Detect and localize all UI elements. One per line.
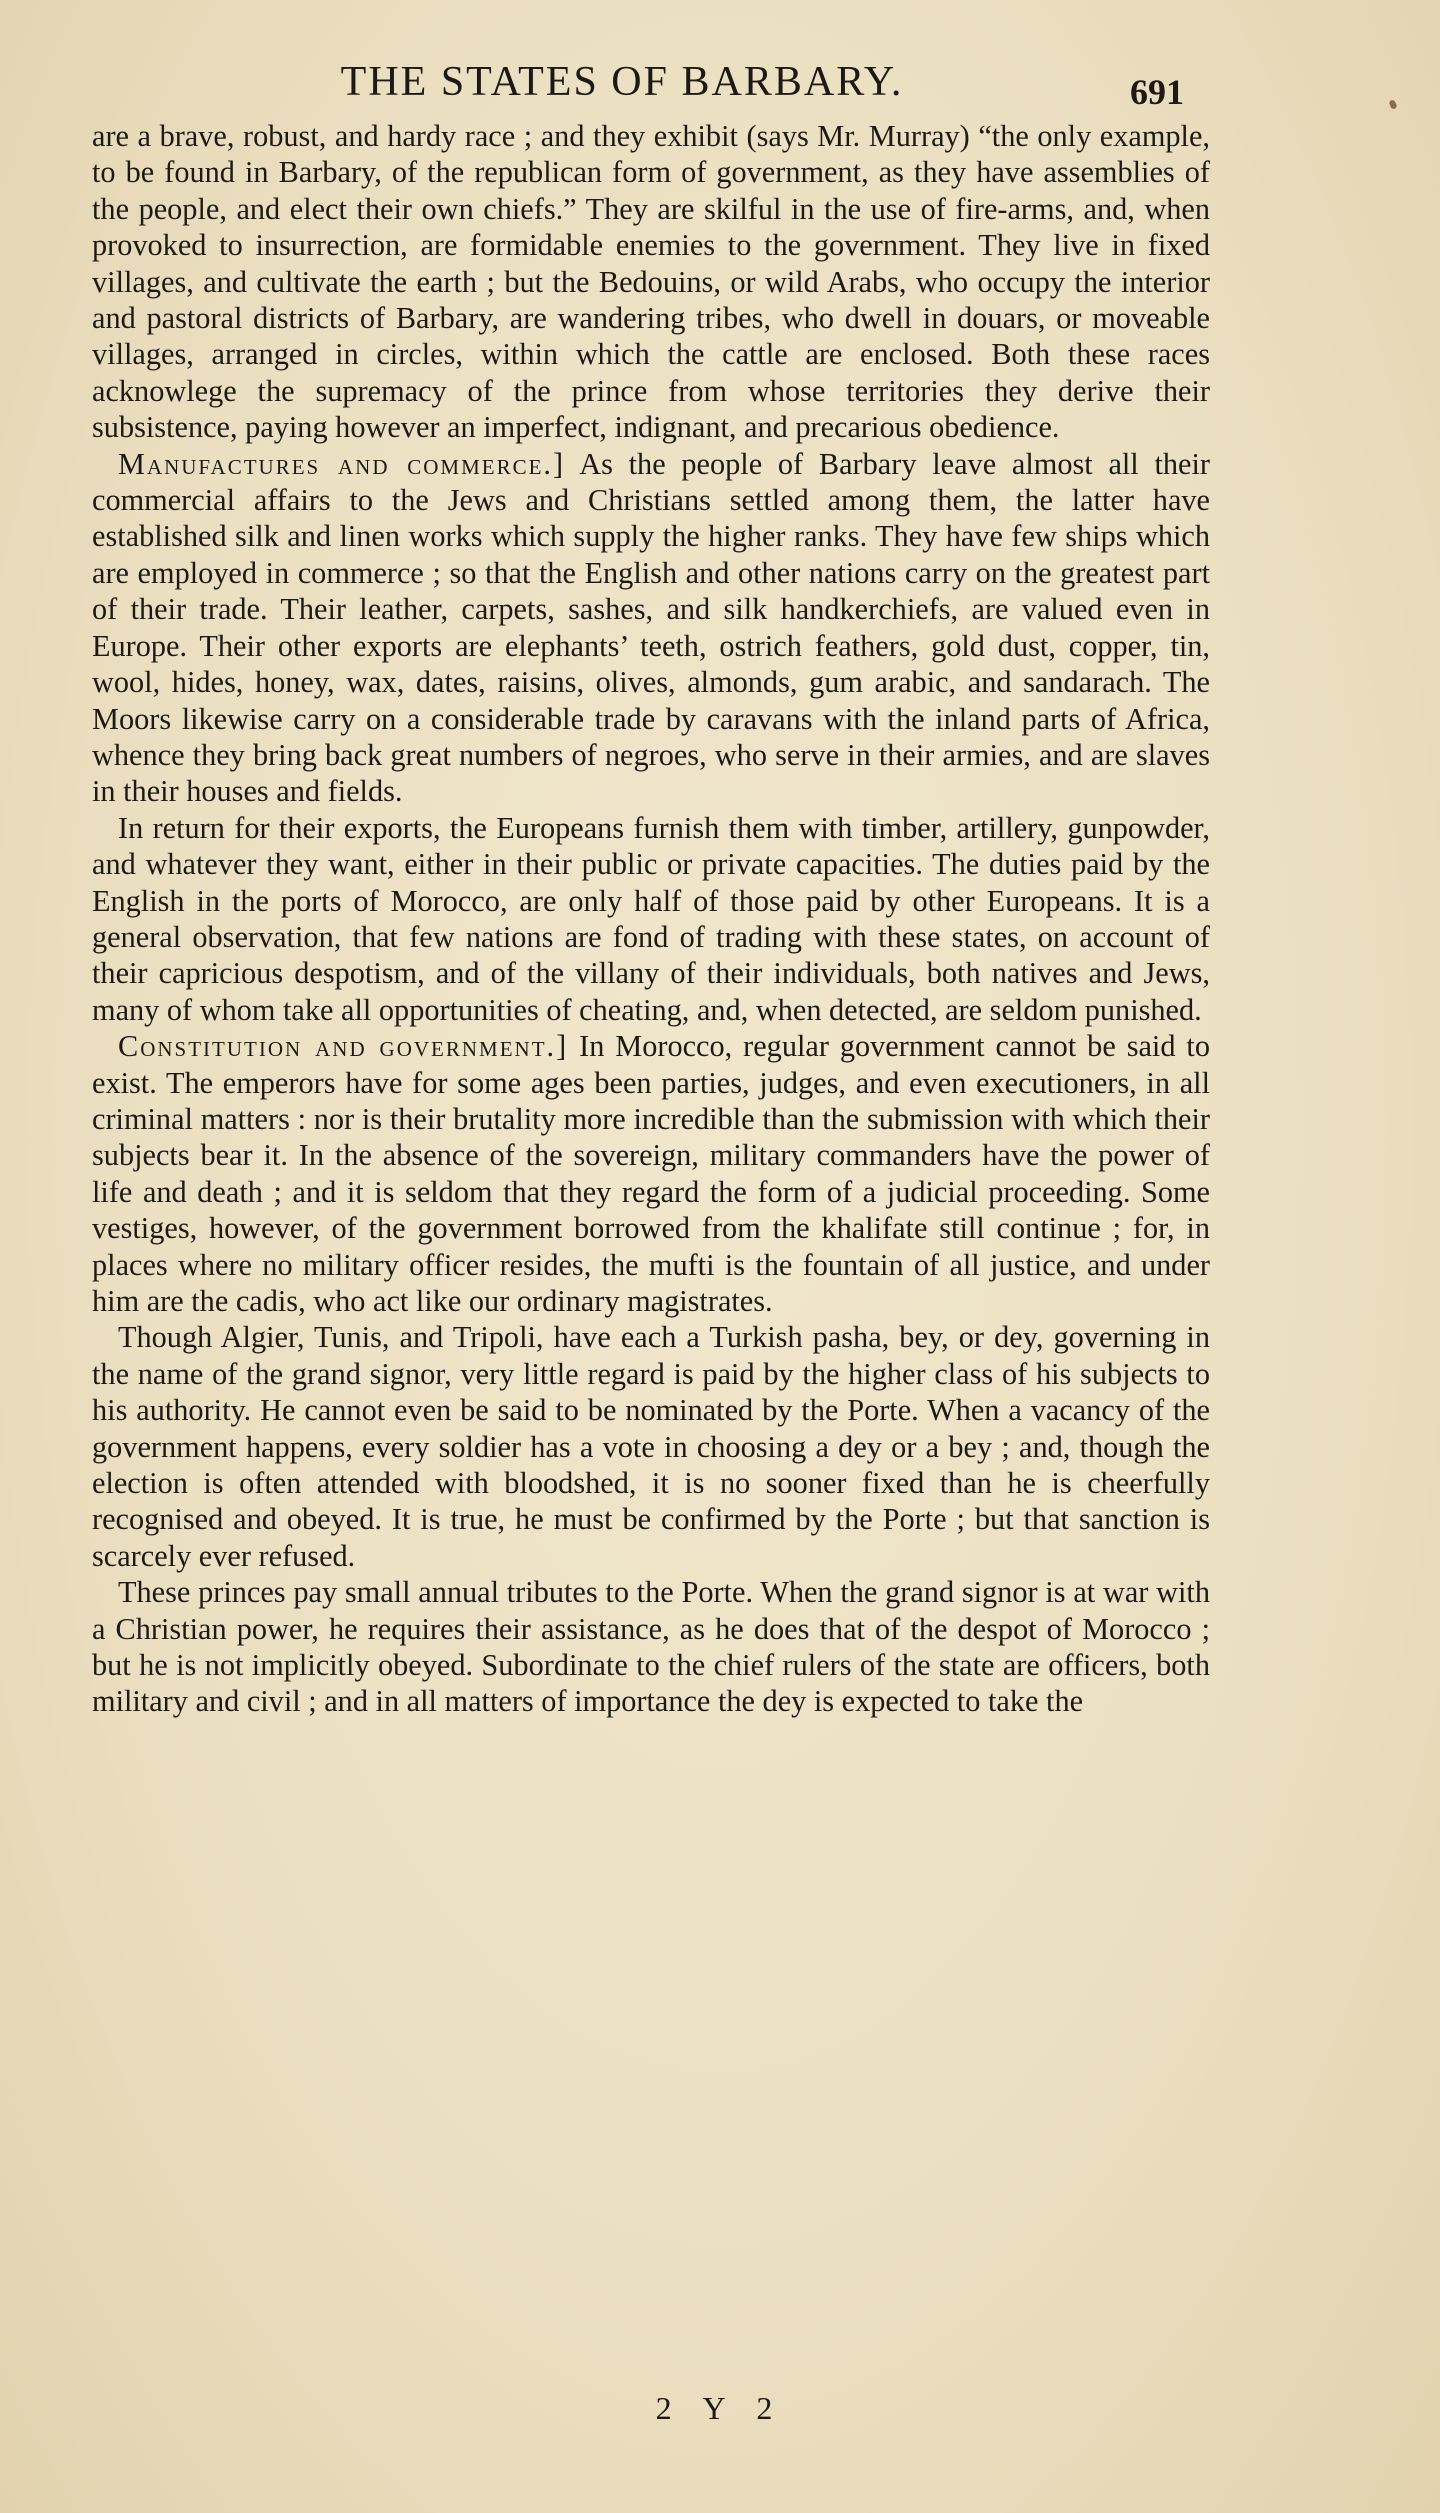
signature-mark: 2 Y 2 bbox=[655, 2390, 785, 2426]
paragraph-2-text: As the people of Barbary leave almost all their commercial affairs to the Jews and Christians settled among them, the latter have established silk and linen works which supply the higher ranks. They have few ships which are employed in commerce ; so that the English and other nations carry on the greatest part of their trade. Their leather, carpets, sashes, and silk handkerchiefs, are valued even in Europe. Their other exports are elephants’ teeth, ostrich feathers, gold dust, copper, tin, wool, hides, honey, wax, dates, raisins, olives, almonds, gum arabic, and sandarach. The Moors likewise carry on a considerable trade by caravans with the inland parts of Africa, whence they bring back great numbers of negroes, who serve in their armies, and are slaves in their houses and fields. bbox=[92, 446, 1211, 809]
paragraph-2 bbox=[92, 446, 1210, 810]
page-title: THE STATES OF BARBARY. bbox=[340, 59, 904, 105]
paragraph-5-text: Though Algier, Tunis, and Tripoli, have each a Turkish pasha, bey, or dey, governing in the name of the grand signor, very little regard is paid by the higher class of his subjects to his authority. He cannot even be said to be nominated by the Porte. When a vacancy of the government happens, every soldier has a vote in choosing a dey or a bey ; and, though the election is often attended with bloodshed, it is no sooner fixed than he is cheerfully recognised and obeyed. It is true, he must be confirmed by the Porte ; but that sanction is scarcely ever refused. bbox=[92, 1320, 1210, 1573]
paragraph-4-text: In Morocco, regular government cannot be said to exist. The emperors have for some ages been parties, judges, and even executioners, in all criminal matters : nor is their brutality more incredible than the submission with which their subjects bear it. In the absence of the sovereign, military commanders have the power of life and death ; and it is seldom that they regard the form of a judicial proceeding. Some vestiges, however, of the government borrowed from the khalifate still continue ; for, in places where no military officer resides, the mufti is the fountain of all justice, and under him are the cadis, who act like our ordinary magistrates. bbox=[92, 1029, 1210, 1318]
page-number: 691 bbox=[1130, 72, 1184, 112]
section-heading-manufactures: Manufactures and commerce.] bbox=[118, 446, 566, 481]
paragraph-4 bbox=[92, 1028, 1210, 1319]
paragraph-5 bbox=[92, 1319, 1210, 1574]
body-text bbox=[92, 118, 1210, 1720]
paragraph-1-text: are a brave, robust, and hardy race ; and they exhibit (says Mr. Murray) “the only example, to be found in Barbary, of the republican form of government, as they have assemblies of the people, and elect their own chiefs.” They are skilful in the use of fire-arms, and, when provoked to insurrection, are formidable enemies to the government. They live in fixed villages, and cultivate the earth ; but the Bedouins, or wild Arabs, who occupy the interior and pastoral districts of Barbary, are wandering tribes, who dwell in douars, or moveable villages, arranged in circles, within which the cattle are enclosed. Both these races acknowlege the supremacy of the prince from whose territories they derive their subsistence, paying however an imperfect, indignant, and precarious obedience. bbox=[92, 119, 1210, 445]
paragraph-6-text: These princes pay small annual tributes to the Porte. When the grand signor is at war with a Christian power, he requires their assistance, as he does that of the despot of Morocco ; but he is not implicitly obeyed. Subordinate to the chief rulers of the state are officers, both military and civil ; and in all matters of importance the dey is expected to take the bbox=[92, 1575, 1210, 1719]
running-head bbox=[0, 52, 1440, 112]
paragraph-3 bbox=[92, 810, 1210, 1028]
paragraph-3-text: In return for their exports, the Europeans furnish them with timber, artillery, gunpowder, and whatever they want, either in their public or private capacities. The duties paid by the English in the ports of Morocco, are only half of those paid by other Europeans. It is a general observation, that few nations are fond of trading with these states, on account of their capricious despotism, and of the villany of their individuals, both natives and Jews, many of whom take all opportunities of cheating, and, when detected, are seldom punished. bbox=[92, 810, 1210, 1027]
paragraph-1 bbox=[92, 118, 1210, 446]
section-heading-constitution: Constitution and government.] bbox=[118, 1029, 569, 1064]
paragraph-6 bbox=[92, 1574, 1210, 1720]
